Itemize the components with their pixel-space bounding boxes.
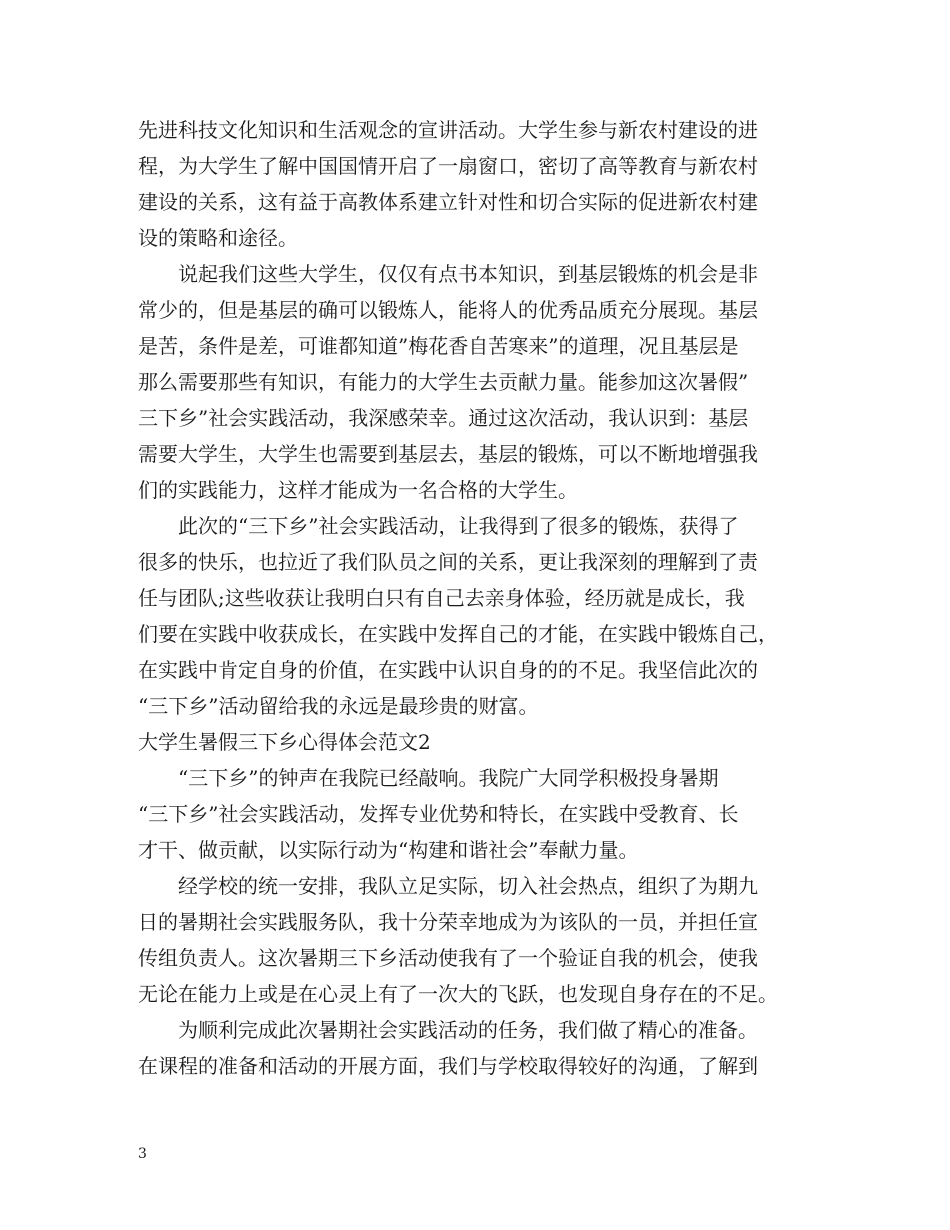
text-line: 无论在能力上或是在心灵上有了一次大的飞跃，也发现自身存在的不足。 xyxy=(138,982,778,1006)
text-line: 三下乡”社会实践活动，我深感荣幸。通过这次活动，我认识到：基层 xyxy=(138,406,749,430)
text-line: 此次的“三下乡”社会实践活动，让我得到了很多的锻炼，获得了 xyxy=(178,514,739,538)
text-line: “三下乡”的钟声在我院已经敲响。我院广大同学积极投身暑期 xyxy=(178,766,719,790)
text-line: 程，为大学生了解中国国情开启了一扇窗口，密切了高等教育与新农村 xyxy=(138,154,758,178)
text-line: 建设的关系，这有益于高教体系建立针对性和切合实际的促进新农村建 xyxy=(138,190,758,214)
text-line: 们的实践能力，这样才能成为一名合格的大学生。 xyxy=(138,478,578,502)
page-number: 3 xyxy=(138,1146,147,1162)
text-line: 经学校的统一安排，我队立足实际，切入社会热点，组织了为期九 xyxy=(178,874,758,898)
text-line: 常少的，但是基层的确可以锻炼人，能将人的优秀品质充分展现。基层 xyxy=(138,298,758,322)
text-line: 很多的快乐，也拉近了我们队员之间的关系，更让我深刻的理解到了责 xyxy=(138,550,758,574)
text-line: “三下乡”社会实践活动，发挥专业优势和特长，在实践中受教育、长 xyxy=(138,802,739,826)
section-heading: 大学生暑假三下乡心得体会范文2 xyxy=(138,730,431,754)
text-line: 任与团队;这些收获让我明白只有自己去亲身体验，经历就是成长，我 xyxy=(138,586,745,610)
text-line: 是苦，条件是差，可谁都知道”梅花香自苦寒来”的道理，况且基层是 xyxy=(138,334,739,358)
document-body xyxy=(138,112,818,1084)
text-line: 日的暑期社会实践服务队，我十分荣幸地成为为该队的一员，并担任宣 xyxy=(138,910,758,934)
text-line: 们要在实践中收获成长，在实践中发挥自己的才能，在实践中锻炼自己， xyxy=(138,622,778,646)
text-line: 需要大学生，大学生也需要到基层去，基层的锻炼，可以不断地增强我 xyxy=(138,442,758,466)
text-line: 传组负责人。这次暑期三下乡活动使我有了一个验证自我的机会，使我 xyxy=(138,946,758,970)
text-line: 在课程的准备和活动的开展方面，我们与学校取得较好的沟通，了解到 xyxy=(138,1054,758,1078)
text-line: 先进科技文化知识和生活观念的宣讲活动。大学生参与新农村建设的进 xyxy=(138,118,758,142)
text-line: 说起我们这些大学生，仅仅有点书本知识，到基层锻炼的机会是非 xyxy=(178,262,758,286)
text-line: “三下乡”活动留给我的永远是最珍贵的财富。 xyxy=(138,694,539,718)
text-line: 在实践中肯定自身的价值，在实践中认识自身的的不足。我坚信此次的 xyxy=(138,658,758,682)
text-line: 才干、做贡献，以实际行动为“构建和谐社会”奉献力量。 xyxy=(138,838,639,862)
text-line: 为顺利完成此次暑期社会实践活动的任务，我们做了精心的准备。 xyxy=(178,1018,758,1042)
text-line: 那么需要那些有知识，有能力的大学生去贡献力量。能参加这次暑假” xyxy=(138,370,749,394)
text-line: 设的策略和途径。 xyxy=(138,226,298,250)
